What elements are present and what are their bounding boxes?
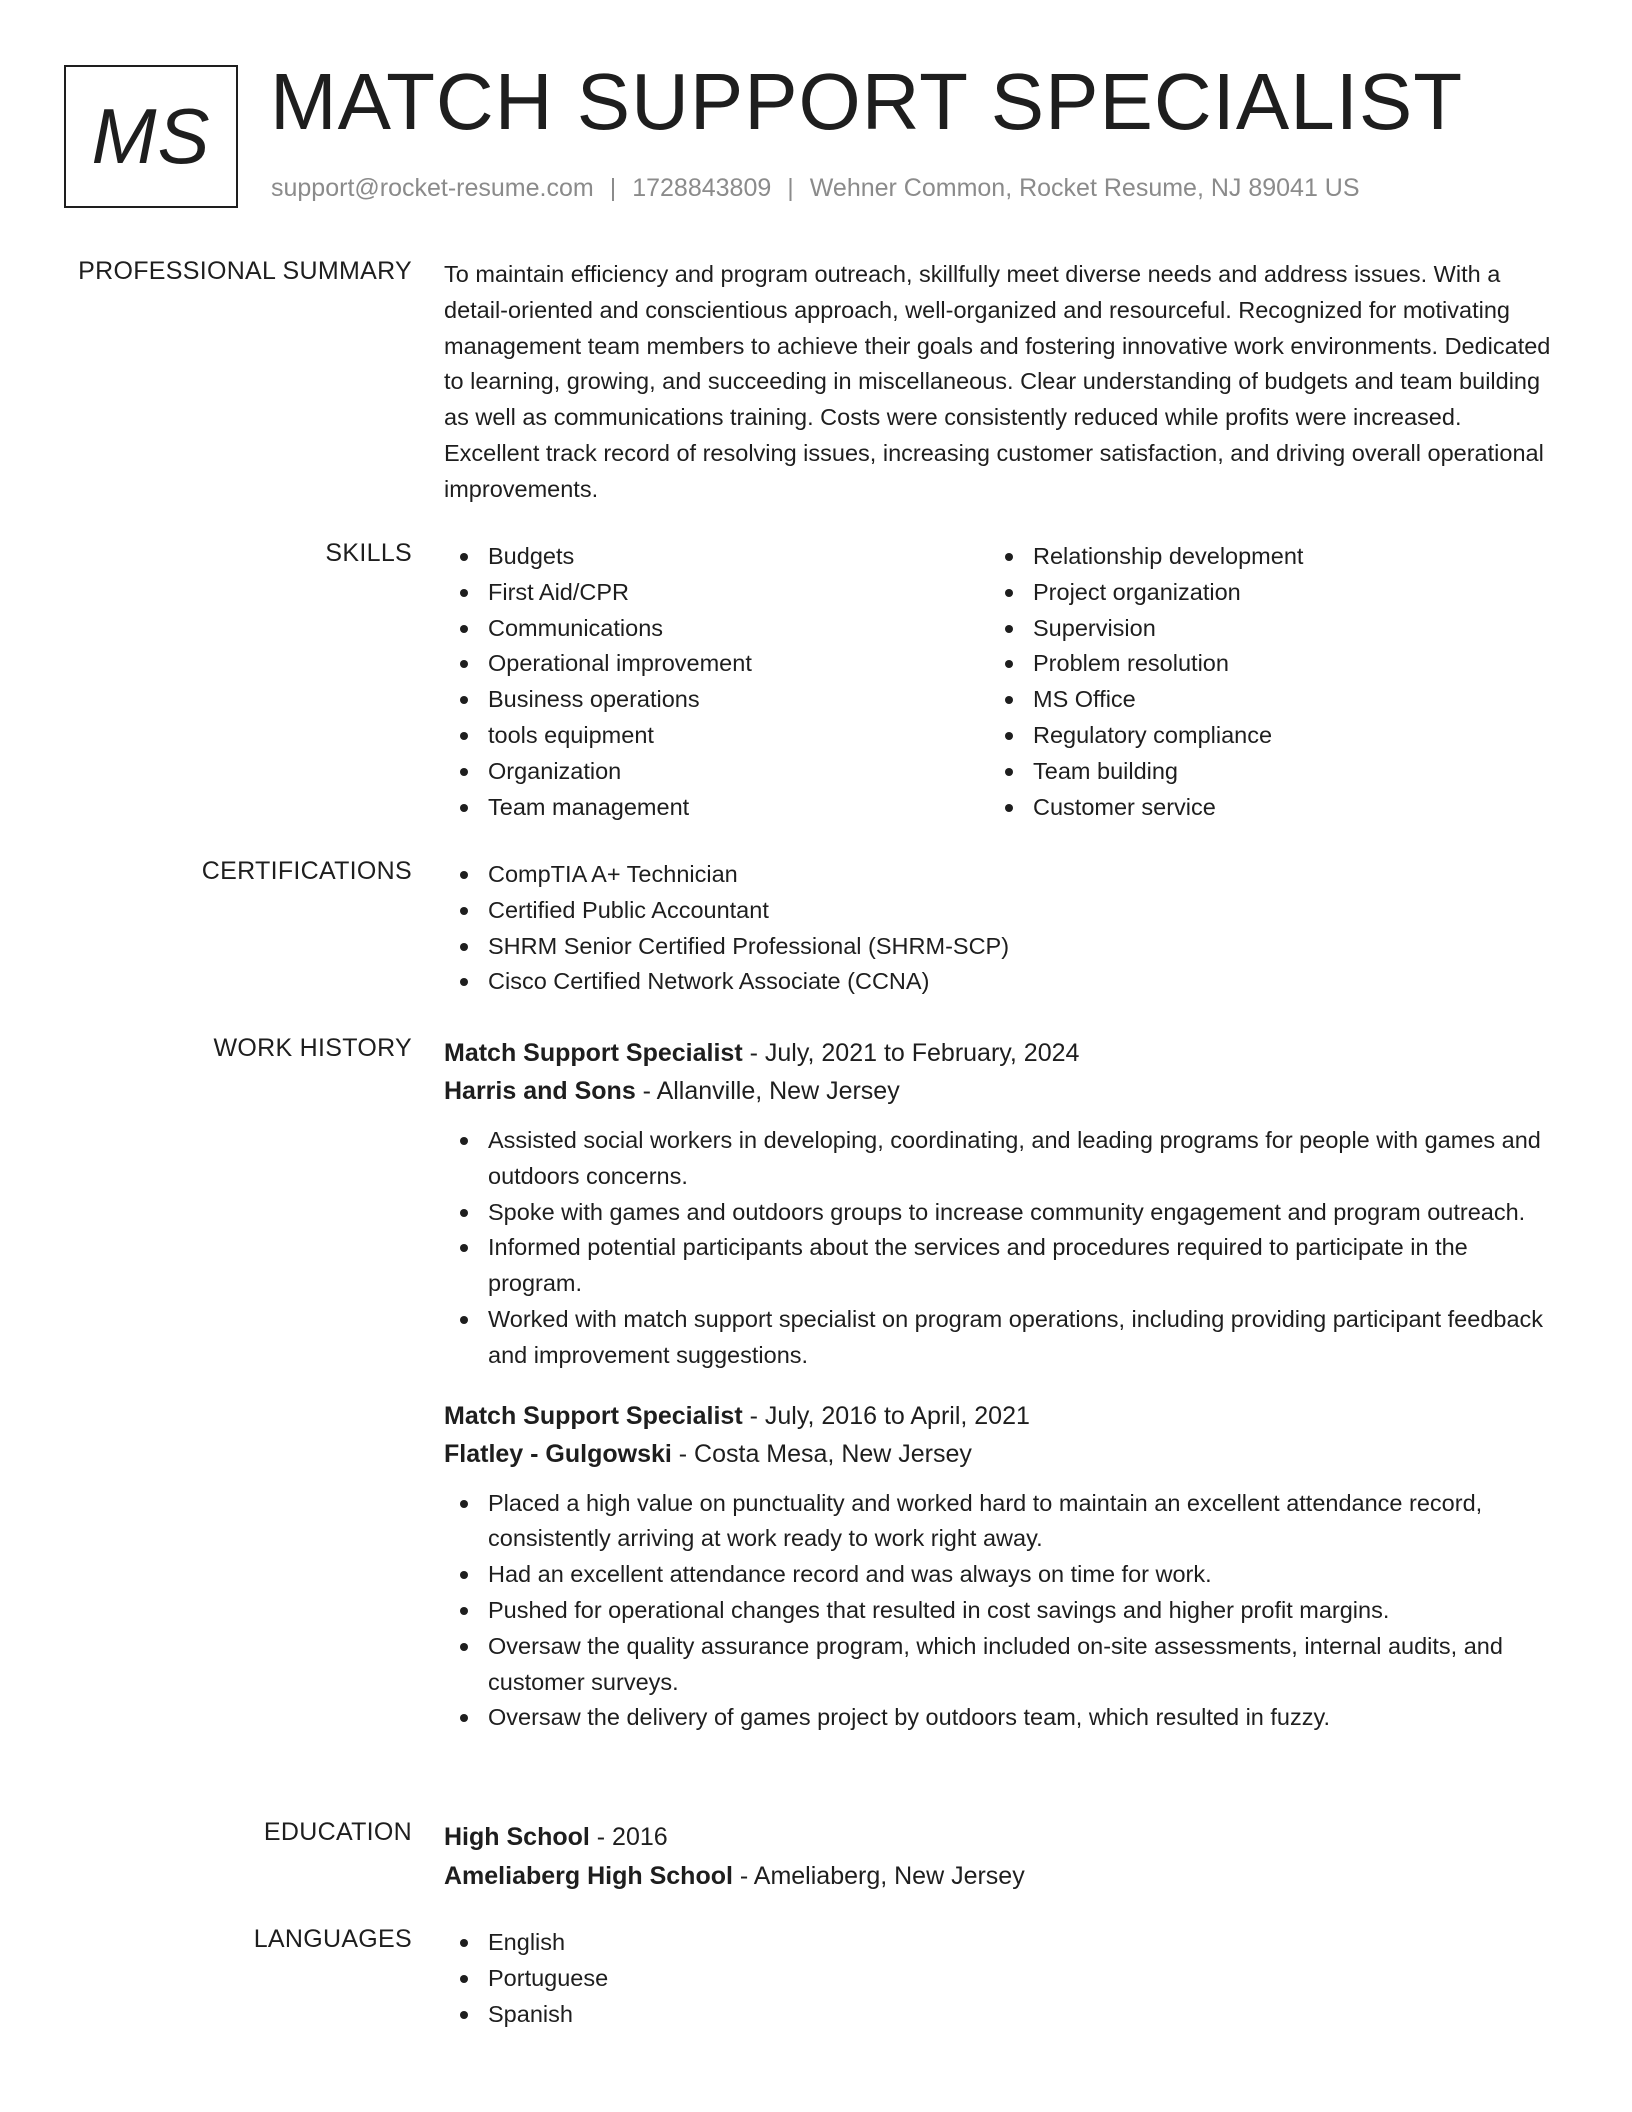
summary-text: To maintain efficiency and program outreach, skillfully meet diverse needs and address issues. With a detail-oriented and conscientious approach, well-organized and resourceful. Recognized for motivating management team members to achieve their goals and fostering innovative work environments. Dedicated to learning, growing, and succeeding in miscellaneous. Clear understanding of budgets and team building as well as communications training. Costs were consistently reduced while profits were increased. Excellent track record of resolving issues, increasing customer satisfaction, and driving overall operational improvements.	[444, 261, 1551, 502]
skill-item: Customer service	[989, 790, 1534, 826]
skill-item: Project organization	[989, 575, 1534, 611]
job-duty-item: Had an excellent attendance record and was always on time for work.	[444, 1557, 1554, 1593]
certification-item: SHRM Senior Certified Professional (SHRM-SCP)	[444, 929, 1554, 965]
job-dates: - July, 2021 to February, 2024	[742, 1039, 1080, 1067]
language-item: English	[444, 1925, 1554, 1961]
job-entry	[444, 1034, 1554, 1374]
education-degree: High School	[444, 1823, 590, 1851]
job-company-line	[444, 1072, 1554, 1110]
job-duty-item: Oversaw the delivery of games project by outdoors team, which resulted in fuzzy.	[444, 1700, 1554, 1736]
skill-item: MS Office	[989, 682, 1534, 718]
job-company-line	[444, 1435, 1554, 1473]
job-duties-list	[444, 1486, 1554, 1737]
job-location: - Allanville, New Jersey	[635, 1077, 900, 1105]
certification-item: CompTIA A+ Technician	[444, 857, 1554, 893]
skills-list-left	[444, 539, 989, 825]
languages-list	[444, 1925, 1554, 2032]
certifications-list	[444, 857, 1554, 1000]
job-title-line	[444, 1034, 1554, 1072]
monogram-box	[64, 65, 238, 208]
skill-item: Organization	[444, 754, 989, 790]
job-company: Harris and Sons	[444, 1077, 636, 1105]
skill-item: Business operations	[444, 682, 989, 718]
monogram-initials: MS	[91, 92, 211, 180]
education-location: - Ameliaberg, New Jersey	[732, 1862, 1025, 1890]
job-duty-item: Worked with match support specialist on program operations, including providing participant feedback and improvement suggestions.	[444, 1302, 1554, 1374]
job-duty-item: Placed a high value on punctuality and worked hard to maintain an excellent attendance record, consistently arriving at work ready to work right away.	[444, 1486, 1554, 1558]
language-item: Portuguese	[444, 1961, 1554, 1997]
job-duty-item: Oversaw the quality assurance program, which included on-site assessments, internal audits, and customer surveys.	[444, 1629, 1554, 1701]
job-duty-item: Informed potential participants about the services and procedures required to participate in the program.	[444, 1230, 1554, 1302]
section-label: EDUCATION	[263, 1818, 412, 1846]
job-title: Match Support Specialist	[444, 1039, 743, 1067]
job-entry	[444, 1397, 1554, 1737]
candidate-name: MATCH SUPPORT SPECIALIST	[270, 57, 1464, 146]
skill-item: Relationship development	[989, 539, 1534, 575]
education-year: - 2016	[589, 1823, 668, 1851]
section-label: SKILLS	[325, 539, 412, 567]
job-duty-item: Spoke with games and outdoors groups to increase community engagement and program outreach.	[444, 1195, 1554, 1231]
education-school-line	[444, 1857, 1554, 1896]
job-duty-item: Pushed for operational changes that resulted in cost savings and higher profit margins.	[444, 1593, 1554, 1629]
contact-phone[interactable]: 1728843809	[632, 174, 772, 202]
job-location: - Costa Mesa, New Jersey	[671, 1439, 972, 1468]
job-title: Match Support Specialist	[444, 1401, 743, 1430]
skill-item: Communications	[444, 611, 989, 647]
certification-item: Cisco Certified Network Associate (CCNA)	[444, 964, 1554, 1000]
language-item: Spanish	[444, 1997, 1554, 2033]
job-duties-list	[444, 1123, 1554, 1374]
education-school: Ameliaberg High School	[444, 1862, 733, 1890]
skill-item: Supervision	[989, 611, 1534, 647]
skill-item: tools equipment	[444, 718, 989, 754]
skill-item: Problem resolution	[989, 646, 1534, 682]
education-degree-line	[444, 1818, 1554, 1857]
skill-item: First Aid/CPR	[444, 575, 989, 611]
contact-email[interactable]: support@rocket-resume.com	[271, 174, 594, 202]
section-label: CERTIFICATIONS	[201, 857, 412, 885]
job-title-line	[444, 1397, 1554, 1435]
job-dates: - July, 2016 to April, 2021	[742, 1401, 1030, 1430]
job-company: Flatley - Gulgowski	[444, 1439, 672, 1468]
section-label: LANGUAGES	[253, 1925, 412, 1953]
section-label: PROFESSIONAL SUMMARY	[78, 257, 412, 285]
contact-address: Wehner Common, Rocket Resume, NJ 89041 US	[809, 174, 1360, 202]
skills-list-right	[989, 539, 1534, 825]
contact-separator: |	[787, 174, 794, 202]
skill-item: Team management	[444, 790, 989, 826]
skill-item: Team building	[989, 754, 1534, 790]
skill-item: Regulatory compliance	[989, 718, 1534, 754]
skill-item: Budgets	[444, 539, 989, 575]
contact-line	[271, 174, 1360, 203]
skill-item: Operational improvement	[444, 646, 989, 682]
section-label: WORK HISTORY	[213, 1034, 412, 1062]
contact-separator: |	[609, 174, 617, 202]
job-duty-item: Assisted social workers in developing, coordinating, and leading programs for people with games and outdoors concerns.	[444, 1123, 1554, 1195]
certification-item: Certified Public Accountant	[444, 893, 1554, 929]
